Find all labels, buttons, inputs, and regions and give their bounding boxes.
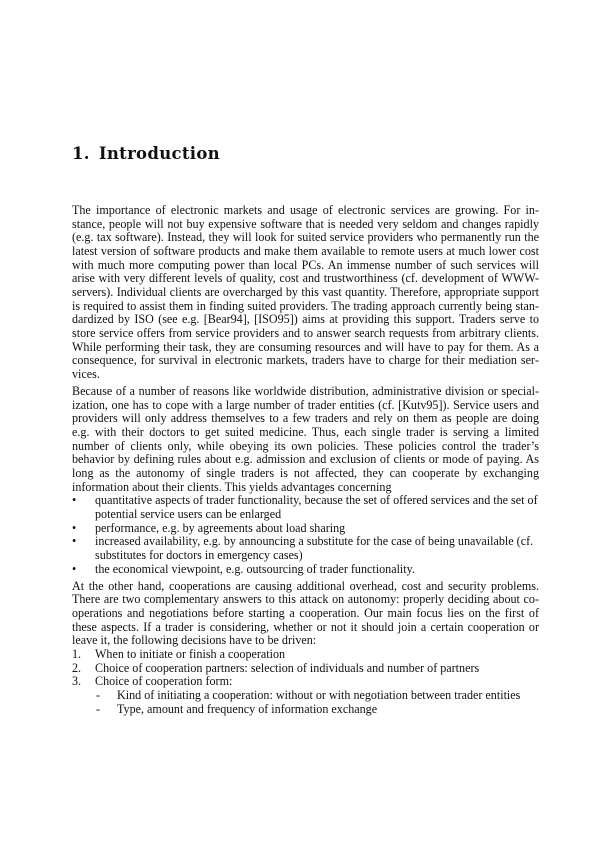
dash-icon: - <box>96 687 101 702</box>
paragraph-cooperations: At the other hand, cooperations are causing additional overhead, cost and security problems. There are two complementary answers to this attack on autonomy: properly deciding about cooperations and negotiations before starting a cooperation. Our main focus lies on the first of these aspects. If a trader is considering, whether or not it should join a certain cooperation or leave it, the following decisions have to be driven: <box>72 578 539 648</box>
list-number: 1. <box>72 647 82 661</box>
chapter-title: Introduction <box>98 144 220 163</box>
sublist-item <box>95 703 539 717</box>
sublist-item-text: Type, amount and frequency of information exchange <box>117 701 378 716</box>
body-text <box>72 204 539 720</box>
list-item-text: Choice of cooperation form: <box>95 674 233 689</box>
bullet-icon: • <box>72 493 77 508</box>
list-number: 2. <box>72 660 82 675</box>
list-item-text: performance, e.g. by agreements about load sharing <box>95 520 346 535</box>
list-item <box>72 522 539 536</box>
list-item-text: the economical viewpoint, e.g. outsourcing of trader functionality. <box>95 561 415 576</box>
paragraph-traders: Because of a number of reasons like worldwide distribution, administrative division or specialization, one has to cope with a large number of trader entities (cf. [Kutv95]). Service users and providers will only address themselves to a few traders and rely on them as people are doing e.g. with their doctors to get suited medicine. Thus, each single trader is serving a limited number of clients only, while obeying its own policies. These policies control the trader’s behavior by defining rules about e.g. admission and exclusion of clients or mode of paying. As long as the autonomy of single traders is not affected, they can cooperate by exchanging information about their clients. This yields advantages concerning <box>72 384 539 494</box>
list-item <box>72 535 539 562</box>
dash-icon: - <box>96 701 101 716</box>
list-item-text: Choice of cooperation partners: selection of individuals and number of partners <box>95 660 480 675</box>
bullet-icon: • <box>72 534 77 549</box>
list-item <box>72 563 539 577</box>
list-number: 3. <box>72 674 82 689</box>
list-item <box>72 662 539 676</box>
bullet-icon: • <box>72 520 77 535</box>
list-item <box>72 675 539 716</box>
list-item <box>72 494 539 521</box>
chapter-number: 1. <box>72 144 90 163</box>
sublist-item <box>95 689 539 703</box>
list-item <box>72 648 539 662</box>
decisions-list <box>72 648 539 716</box>
list-item-text: increased availability, e.g. by announcing a substitute for the case of being unavailable (cf. substitutes for doctors in emergency cases) <box>95 534 534 562</box>
sublist-item-text: Kind of initiating a cooperation: without or with negotiation between trader entities <box>117 687 521 702</box>
advantages-list <box>72 494 539 576</box>
bullet-icon: • <box>72 561 77 576</box>
list-item-text: quantitative aspects of trader functionality, because the set of offered services and the set of potential service users can be enlarged <box>95 493 538 521</box>
list-item-text: When to initiate or finish a cooperation <box>95 647 286 661</box>
paragraph-intro: The importance of electronic markets and usage of electronic services are growing. For instance, people will not buy expensive software that is needed very seldom and changes rapidly (e.g. tax software). Instead, they will look for suited service providers who permanently run the latest version of software products and make them available to remote users at much lower cost with much more computing power than local PCs. An immense number of such services will arise with very different levels of quality, cost and trustworthiness (cf. development of WWW-servers). Individual clients are overcharged by this vast quantity. Therefore, appropriate support is required to assist them in finding suited providers. The trading approach currently being standardized by ISO (see e.g. [Bear94], [ISO95]) aims at providing this support. Traders serve to store service offers from service providers and to answer search requests from arbitrary clients. While performing their task, they are consuming resources and will have to pay for them. As a consequence, for survival in electronic markets, traders have to charge for their mediation services. <box>72 203 539 381</box>
chapter-heading <box>72 144 220 163</box>
cooperation-form-sublist <box>95 689 539 716</box>
